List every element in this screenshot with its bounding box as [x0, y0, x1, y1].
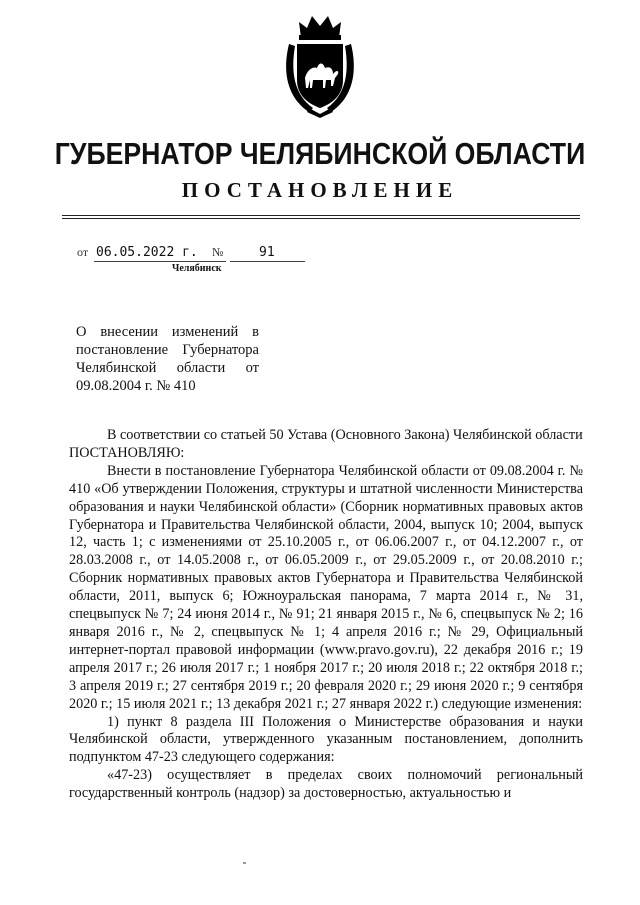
body-paragraph-basis: В соответствии со статьей 50 Устава (Основного Закона) Челябинской области — [107, 427, 583, 443]
scan-speck — [243, 862, 246, 864]
document-body — [69, 427, 583, 803]
document-subject: О внесении изменений в постановление Губернатора Челябинской области от 09.08.2004 г. № 410 — [76, 324, 259, 394]
document-number: 91 — [259, 245, 275, 260]
document-type-title: ПОСТАНОВЛЕНИЕ — [181, 178, 459, 202]
coat-of-arms-icon — [279, 8, 361, 120]
date-underline — [94, 261, 226, 262]
document-date: 06.05.2022 г. — [96, 245, 198, 260]
governor-title: ГУБЕРНАТОР ЧЕЛЯБИНСКОЙ ОБЛАСТИ — [54, 136, 586, 171]
number-underline — [230, 261, 305, 262]
date-prefix: от — [77, 245, 89, 259]
number-prefix: № — [212, 245, 224, 259]
header-divider-top — [62, 215, 580, 216]
header-divider-bottom — [62, 218, 580, 219]
body-paragraph-amendment: Внести в постановление Губернатора Челябинской области от 09.08.2004 г. № 410 «Об утверждении Положения, структуры и штатной численности Министерства образования и науки Челябинской области» (Сборник нормативных правовых актов Губернатора и Правительства Челябинской области, 2004, выпуск 10; 2004, выпуск 12, часть 1; с изменениями от 25.10.2005 г., от 06.06.2007 г., от 04.12.2007 г., от 28.03.2008 г., от 14.05.2008 г., от 06.05.2009 г., от 29.05.2009 г., от 20.08.2010 г.; Сборник нормативных правовых актов Губернатора и Правительства Челябинской области, 2011, выпуск 6; Южноуральская панорама, 7 марта 2014 г., № 31, спецвыпуск № 7; 24 июня 2014 г., № 91; 21 января 2015 г., № 6, спецвыпуск № 2; 16 января 2016 г., № 2, спецвыпуск № 1; 4 апреля 2016 г.; № 29, Официальный интернет-портал правовой информации (www.pravo.gov.ru), 22 декабря 2016 г.; 19 апреля 2017 г.; 26 июля 2017 г.; 1 ноября 2017 г.; 20 июля 2018 г.; 22 октября 2018 г.; 3 апреля 2019 г.; 27 сентября 2019 г.; 20 февраля 2020 г.; 29 июня 2020 г.; 9 сентября 2020 г.; 15 июля 2021 г.; 13 декабря 2021 г.; 27 января 2022 г.) следующие изменения: — [69, 462, 583, 712]
city-label: Челябинск — [172, 263, 222, 274]
body-paragraph-subitem: «47-23) осуществляет в пределах своих полномочий региональный государственный контроль (надзор) за достоверностью, актуальностью и — [69, 767, 583, 802]
decree-word: ПОСТАНОВЛЯЮ: — [69, 444, 185, 461]
body-paragraph-item-1: 1) пункт 8 раздела III Положения о Министерстве образования и науки Челябинской области, утвержденного указанным постановлением, дополнить подпунктом 47-23 следующего содержания: — [69, 713, 583, 766]
